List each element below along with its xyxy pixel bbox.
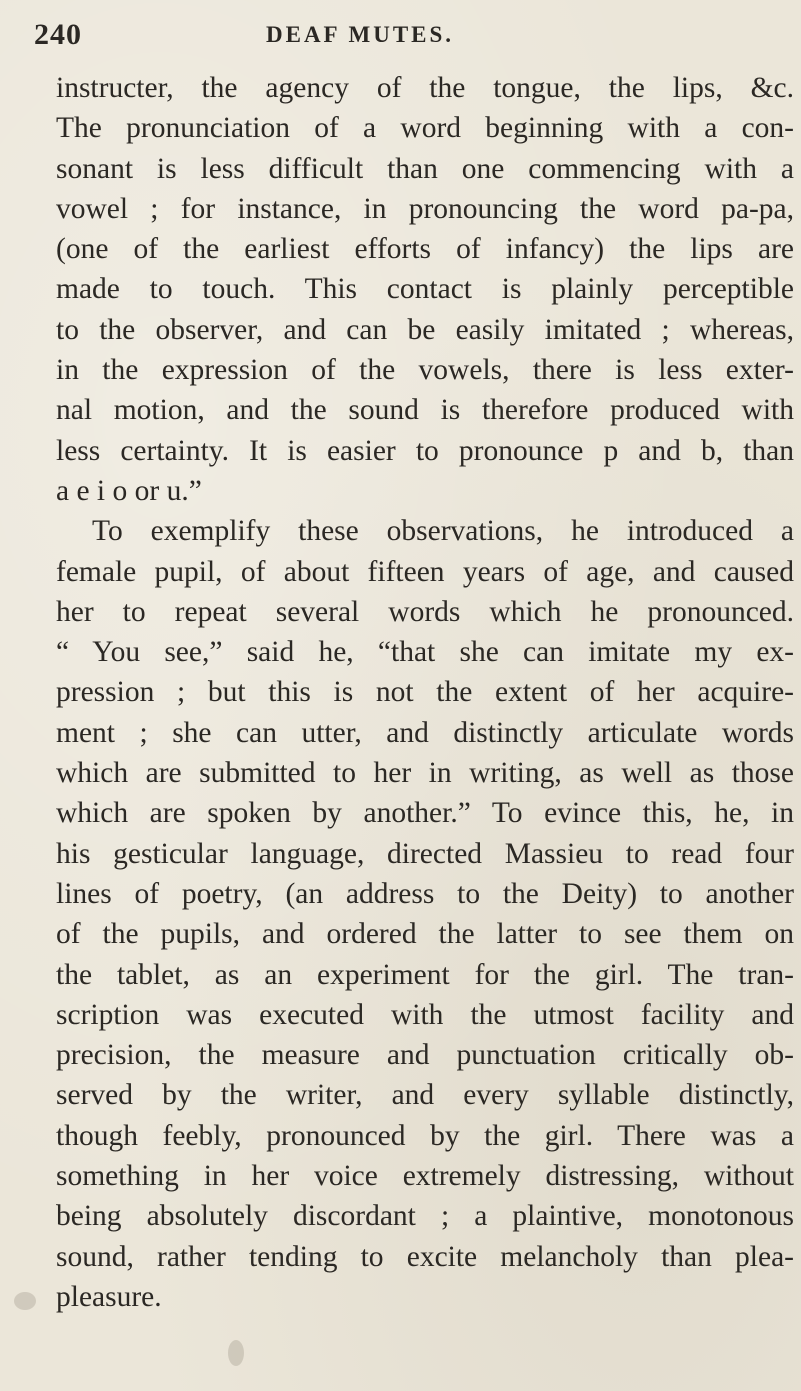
text-line-9: nal motion, and the sound is therefore produced with [56, 394, 794, 427]
text-line-20: his gesticular language, directed Massieu to read four [56, 837, 794, 870]
text-line-27: though feebly, pronounced by the girl. There was a [56, 1119, 794, 1152]
text-line-18: which are submitted to her in writing, as well as those [56, 757, 794, 790]
running-head [34, 18, 734, 58]
text-line-2: The pronunciation of a word beginning with a con- [56, 112, 794, 145]
text-line-13: female pupil, of about fifteen years of age, and caused [56, 555, 794, 588]
text-line-8: in the expression of the vowels, there is less exter- [56, 354, 794, 387]
text-line-14: her to repeat several words which he pronounced. [56, 595, 794, 628]
text-line-7: to the observer, and can be easily imitated ; whereas, [56, 313, 794, 346]
text-line-15: “ You see,” said he, “that she can imitate my ex- [56, 636, 794, 669]
text-line-31: pleasure. [56, 1280, 162, 1313]
text-line-16: pression ; but this is not the extent of her acquire- [56, 676, 794, 709]
text-line-21: lines of poetry, (an address to the Deity) to another [56, 877, 794, 910]
body-text [56, 68, 794, 1317]
text-line-4: vowel ; for instance, in pronouncing the word pa-pa, [56, 192, 794, 225]
paper-stain [228, 1340, 244, 1366]
page-number: 240 [34, 18, 82, 51]
text-line-3: sonant is less difficult than one commencing with a [56, 152, 794, 185]
paper-stain [14, 1292, 36, 1310]
text-line-11: a e i o or u.” [56, 474, 202, 507]
text-line-23: the tablet, as an experiment for the girl. The tran- [56, 958, 794, 991]
text-line-10: less certainty. It is easier to pronounce p and b, than [56, 434, 794, 467]
text-line-24: scription was executed with the utmost facility and [56, 998, 794, 1031]
text-line-26: served by the writer, and every syllable distinctly, [56, 1079, 794, 1112]
running-title: DEAF MUTES. [266, 22, 455, 47]
text-line-30: sound, rather tending to excite melancholy than plea- [56, 1240, 794, 1273]
text-line-12: To exemplify these observations, he introduced a [92, 515, 794, 548]
text-line-6: made to touch. This contact is plainly perceptible [56, 273, 794, 306]
text-line-5: (one of the earliest efforts of infancy) the lips are [56, 233, 794, 266]
text-line-28: something in her voice extremely distressing, without [56, 1160, 794, 1193]
text-line-29: being absolutely discordant ; a plaintive, monotonous [56, 1200, 794, 1233]
text-line-25: precision, the measure and punctuation critically ob- [56, 1039, 794, 1072]
text-line-19: which are spoken by another.” To evince this, he, in [56, 797, 794, 830]
text-line-22: of the pupils, and ordered the latter to see them on [56, 918, 794, 951]
text-line-1: instructer, the agency of the tongue, the lips, &c. [56, 72, 794, 104]
text-line-17: ment ; she can utter, and distinctly articulate words [56, 716, 794, 749]
